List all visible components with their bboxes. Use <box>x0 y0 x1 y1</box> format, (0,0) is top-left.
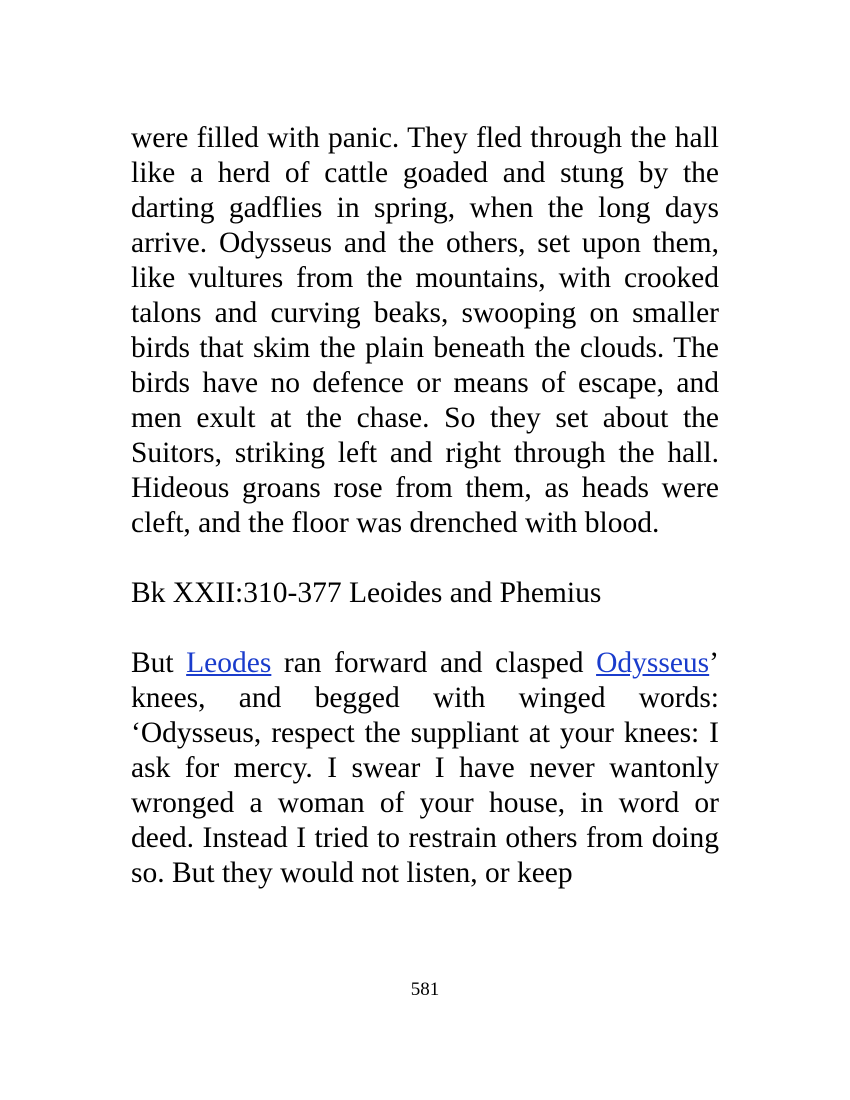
paragraph-text-segment: ran forward and clasped <box>271 647 597 679</box>
link-odysseus[interactable]: Odysseus <box>596 647 710 679</box>
page-number: 581 <box>410 979 440 1000</box>
page-content <box>131 121 719 891</box>
paragraph-text-segment: But <box>131 647 187 679</box>
paragraph-text-segment: ’ knees, and begged with winged words: ‘Odysseus, respect the suppliant at your knees: I ask for mercy. I swear I have never wantonly wronged a woman of your house, in word or deed. Instead I tried to restrain others from doing so. But they would not listen, or keep <box>131 647 719 889</box>
body-paragraph-1: were filled with panic. They fled through the hall like a herd of cattle goaded and stung by the darting gadflies in spring, when the long days arrive. Odysseus and the others, set upon them, like vultures from the mountains, with crooked talons and curving beaks, swooping on smaller birds that skim the plain beneath the clouds. The birds have no defence or means of escape, and men exult at the chase. So they set about the Suitors, striking left and right through the hall. Hideous groans rose from them, as heads were cleft, and the floor was drenched with blood. <box>131 122 719 539</box>
body-paragraph-2 <box>131 646 719 891</box>
link-leodes[interactable]: Leodes <box>186 647 272 679</box>
section-heading: Bk XXII:310-377 Leoides and Phemius <box>131 577 602 609</box>
